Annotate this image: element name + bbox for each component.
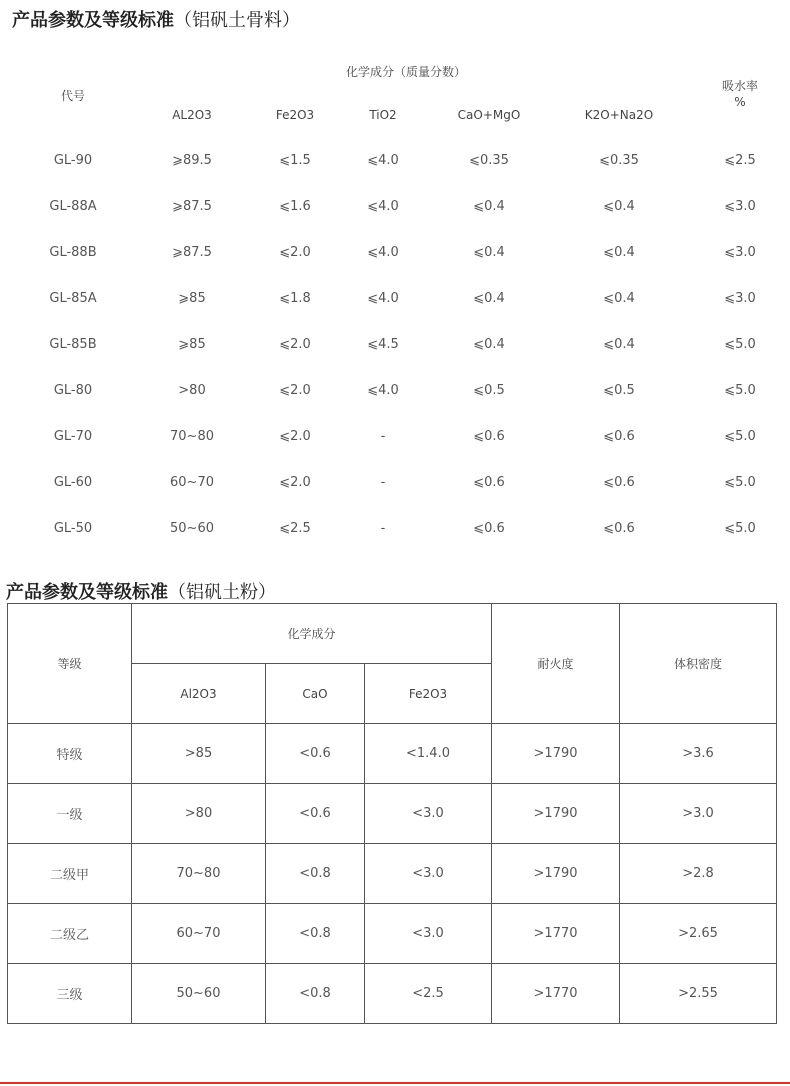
cell-al2o3: ⩾85 — [178, 337, 206, 352]
cell-bulk-density: >2.8 — [620, 844, 777, 904]
table-row — [8, 964, 777, 1024]
header-bulk-density: 体积密度 — [620, 604, 777, 724]
cell-k2o-na2o: ⩽0.4 — [603, 199, 635, 214]
header-col-fe2o3: Fe2O3 — [275, 108, 315, 122]
cell-al2o3: 50~60 — [132, 964, 266, 1024]
cell-cao-mgo: ⩽0.4 — [473, 199, 505, 214]
aggregate-title-main: 产品参数及等级标准 — [12, 10, 174, 31]
cell-cao-mgo: ⩽0.4 — [473, 245, 505, 260]
cell-al2o3: 70~80 — [132, 844, 266, 904]
cell-refractoriness: >1790 — [492, 724, 620, 784]
cell-water-absorption: ⩽3.0 — [724, 291, 756, 306]
cell-al2o3: ⩾85 — [178, 291, 206, 306]
cell-fe2o3: ⩽2.0 — [279, 245, 311, 260]
powder-title-sub: （铝矾土粉） — [168, 582, 276, 603]
cell-water-absorption: ⩽3.0 — [724, 245, 756, 260]
cell-tio2: ⩽4.0 — [367, 245, 399, 260]
cell-al2o3: 50~60 — [170, 521, 214, 536]
header-code: 代号 — [60, 89, 86, 103]
cell-tio2: ⩽4.0 — [367, 383, 399, 398]
cell-cao-mgo: ⩽0.35 — [469, 153, 509, 168]
cell-al2o3: ⩾87.5 — [172, 199, 212, 214]
cell-bulk-density: >2.55 — [620, 964, 777, 1024]
cell-fe2o3: <3.0 — [365, 904, 492, 964]
cell-tio2: - — [380, 429, 386, 444]
cell-k2o-na2o: ⩽0.6 — [603, 521, 635, 536]
cell-cao-mgo: ⩽0.6 — [473, 429, 505, 444]
header-water-absorption-unit: % — [734, 95, 746, 109]
cell-fe2o3: ⩽2.5 — [279, 521, 311, 536]
cell-cao: <0.6 — [266, 784, 365, 844]
cell-code: GL-88B — [49, 245, 97, 260]
cell-cao: <0.8 — [266, 964, 365, 1024]
cell-al2o3: 60~70 — [170, 475, 214, 490]
cell-tio2: ⩽4.0 — [367, 199, 399, 214]
cell-k2o-na2o: ⩽0.4 — [603, 245, 635, 260]
cell-grade: 二级甲 — [8, 844, 132, 904]
cell-k2o-na2o: ⩽0.6 — [603, 475, 635, 490]
cell-tio2: ⩽4.0 — [367, 291, 399, 306]
cell-water-absorption: ⩽2.5 — [724, 153, 756, 168]
cell-fe2o3: ⩽1.8 — [279, 291, 311, 306]
cell-water-absorption: ⩽5.0 — [724, 383, 756, 398]
cell-cao: <0.8 — [266, 904, 365, 964]
cell-water-absorption: ⩽3.0 — [724, 199, 756, 214]
cell-cao: <0.8 — [266, 844, 365, 904]
cell-refractoriness: >1790 — [492, 784, 620, 844]
cell-fe2o3: <3.0 — [365, 784, 492, 844]
header-water-absorption: 吸水率 — [721, 79, 759, 93]
cell-water-absorption: ⩽5.0 — [724, 337, 756, 352]
bottom-rule — [0, 1082, 790, 1084]
powder-spec-table — [7, 603, 777, 1024]
cell-tio2: - — [380, 521, 386, 536]
header-chemical-composition: 化学成分（质量分数） — [345, 65, 467, 79]
powder-header-row-1 — [8, 604, 777, 664]
cell-bulk-density: >3.6 — [620, 724, 777, 784]
cell-k2o-na2o: ⩽0.5 — [603, 383, 635, 398]
cell-al2o3: >80 — [178, 383, 206, 398]
header-col-cao-mgo: CaO+MgO — [457, 108, 521, 122]
table-row — [8, 844, 777, 904]
cell-cao: <0.6 — [266, 724, 365, 784]
table-row — [8, 724, 777, 784]
cell-k2o-na2o: ⩽0.4 — [603, 337, 635, 352]
cell-cao-mgo: ⩽0.4 — [473, 337, 505, 352]
table-row — [8, 904, 777, 964]
cell-cao-mgo: ⩽0.6 — [473, 475, 505, 490]
cell-fe2o3: ⩽1.5 — [279, 153, 311, 168]
cell-al2o3: >85 — [132, 724, 266, 784]
cell-fe2o3: ⩽2.0 — [279, 337, 311, 352]
cell-fe2o3: <3.0 — [365, 844, 492, 904]
cell-water-absorption: ⩽5.0 — [724, 521, 756, 536]
cell-cao-mgo: ⩽0.6 — [473, 521, 505, 536]
cell-fe2o3: ⩽2.0 — [279, 475, 311, 490]
cell-grade: 一级 — [8, 784, 132, 844]
cell-grade: 二级乙 — [8, 904, 132, 964]
cell-refractoriness: >1790 — [492, 844, 620, 904]
cell-refractoriness: >1770 — [492, 904, 620, 964]
cell-fe2o3: ⩽2.0 — [279, 429, 311, 444]
powder-section-title — [6, 578, 276, 604]
cell-code: GL-88A — [49, 199, 97, 214]
cell-fe2o3: ⩽1.6 — [279, 199, 311, 214]
cell-al2o3: ⩾89.5 — [172, 153, 212, 168]
header-grade: 等级 — [8, 604, 132, 724]
cell-tio2: ⩽4.5 — [367, 337, 399, 352]
cell-fe2o3: <2.5 — [365, 964, 492, 1024]
header-col-k2o-na2o: K2O+Na2O — [584, 108, 654, 122]
cell-grade: 特级 — [8, 724, 132, 784]
cell-tio2: ⩽4.0 — [367, 153, 399, 168]
cell-code: GL-60 — [53, 475, 93, 490]
cell-refractoriness: >1770 — [492, 964, 620, 1024]
header-col-fe2o3: Fe2O3 — [365, 664, 492, 724]
cell-code: GL-80 — [53, 383, 93, 398]
cell-al2o3: ⩾87.5 — [172, 245, 212, 260]
cell-fe2o3: <1.4.0 — [365, 724, 492, 784]
table-row — [8, 784, 777, 844]
powder-title-main: 产品参数及等级标准 — [6, 582, 168, 603]
aggregate-title-sub: （铝矾土骨料） — [174, 10, 300, 31]
cell-bulk-density: >3.0 — [620, 784, 777, 844]
cell-code: GL-85B — [49, 337, 97, 352]
cell-cao-mgo: ⩽0.4 — [473, 291, 505, 306]
cell-fe2o3: ⩽2.0 — [279, 383, 311, 398]
cell-k2o-na2o: ⩽0.6 — [603, 429, 635, 444]
header-col-al2o3: Al2O3 — [132, 664, 266, 724]
cell-cao-mgo: ⩽0.5 — [473, 383, 505, 398]
cell-water-absorption: ⩽5.0 — [724, 475, 756, 490]
header-refractoriness: 耐火度 — [492, 604, 620, 724]
cell-code: GL-70 — [53, 429, 93, 444]
cell-al2o3: >80 — [132, 784, 266, 844]
cell-al2o3: 60~70 — [132, 904, 266, 964]
cell-k2o-na2o: ⩽0.35 — [599, 153, 639, 168]
cell-code: GL-85A — [49, 291, 97, 306]
cell-grade: 三级 — [8, 964, 132, 1024]
cell-bulk-density: >2.65 — [620, 904, 777, 964]
cell-water-absorption: ⩽5.0 — [724, 429, 756, 444]
cell-al2o3: 70~80 — [170, 429, 214, 444]
cell-code: GL-90 — [53, 153, 93, 168]
header-col-al2o3: AL2O3 — [172, 108, 212, 122]
header-col-cao: CaO — [266, 664, 365, 724]
cell-tio2: - — [380, 475, 386, 490]
header-chemical-composition: 化学成分 — [132, 604, 492, 664]
cell-code: GL-50 — [53, 521, 93, 536]
cell-k2o-na2o: ⩽0.4 — [603, 291, 635, 306]
header-col-tio2: TiO2 — [369, 108, 397, 122]
